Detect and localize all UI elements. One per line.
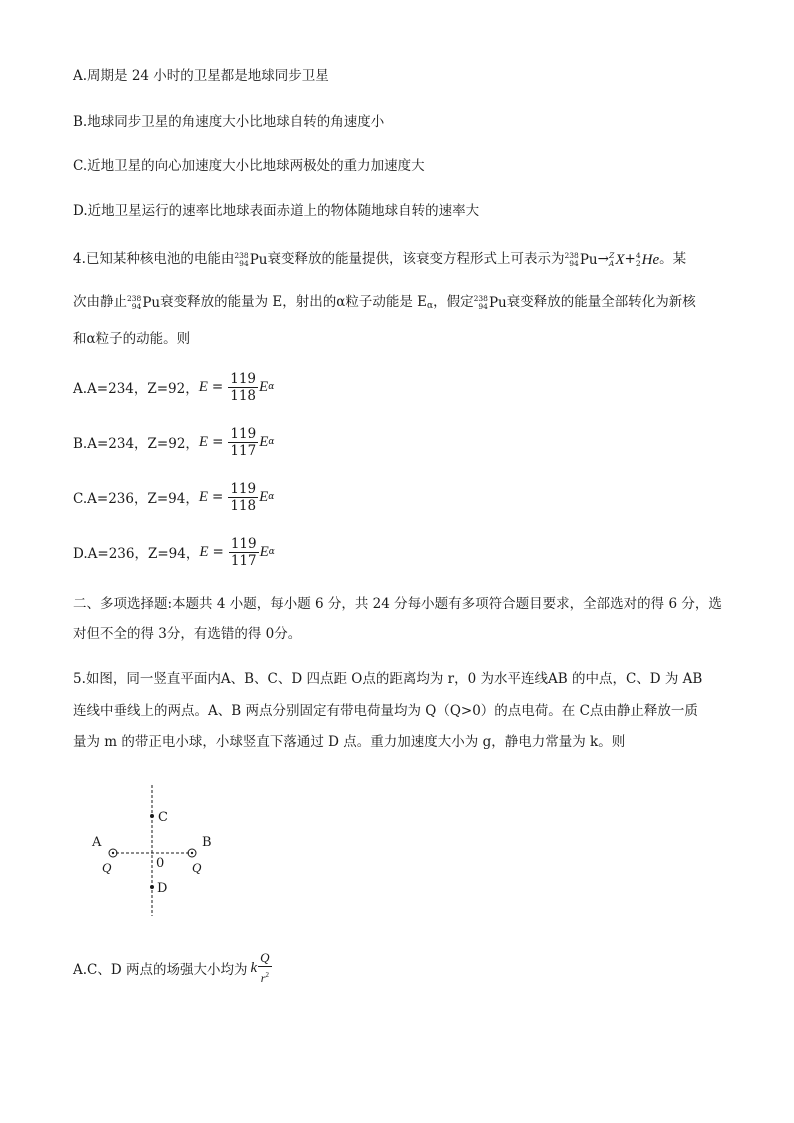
- label-o: 0: [156, 856, 165, 871]
- pu-nuclide: 238 94 Pu: [473, 293, 507, 311]
- q5-option-a: A.C、D 两点的场强大小均为 k $\frac{Q}{r^2}$: [73, 950, 270, 985]
- q4-option-d: D.A=236，Z=94， E = $\frac{119}{117}$ E α: [73, 535, 275, 569]
- label-q-a: Q: [102, 860, 112, 875]
- fraction: $\frac{119}{118}$: [230, 370, 257, 404]
- q4-stem-line-2: 次由静止 238 94 Pu 衰变释放的能量为 E，射出的α粒子动能是 Eα，假定 238 94 Pu 衰变释放的能量全部转化为新核: [73, 293, 696, 311]
- q4-option-a: A.A=234，Z=92， E = $\frac{119}{118}$ E α: [73, 370, 275, 404]
- label-a: A: [92, 835, 102, 850]
- fraction: $\frac{119}{117}$: [230, 535, 257, 569]
- fraction: $\frac{119}{117}$: [230, 425, 257, 459]
- he-nuclide: 4 2 He: [635, 250, 660, 268]
- q4-option-b: B.A=234，Z=92， E = $\frac{119}{117}$ E α: [73, 425, 275, 459]
- q4-text: 衰变释放的能量提供，该衰变方程形式上可表示为: [267, 251, 565, 267]
- point-d: [150, 885, 154, 889]
- label-q-b: Q: [192, 860, 202, 875]
- q4-stem-line-1: [73, 250, 686, 269]
- q4-option-c: C.A=236，Z=94， E = $\frac{119}{118}$ E α: [73, 480, 275, 514]
- section2-line-1: 二、多项选择题:本题共 4 小题，每小题 6 分，共 24 分每小题有多项符合题目要求，全部选对的得 6 分，选: [73, 596, 722, 612]
- q3-option-a: A.周期是 24 小时的卫星都是地球同步卫星: [73, 68, 329, 84]
- q4-stem-line-3: 和α粒子的动能。则: [73, 331, 191, 347]
- point-c: [150, 814, 154, 818]
- q4-text: 4.已知某种核电池的电能由: [73, 251, 235, 267]
- q3-option-c: C.近地卫星的向心加速度大小比地球两极处的重力加速度大: [73, 158, 425, 174]
- q5-stem-line-3: 量为 m 的带正电小球，小球竖直下落通过 D 点。重力加速度大小为 g，静电力常量为 k。则: [73, 734, 626, 750]
- plus-sign: +: [624, 251, 636, 267]
- charge-b-center: [191, 852, 193, 854]
- q3-option-b: B.地球同步卫星的角速度大小比地球自转的角速度小: [73, 114, 385, 130]
- pu-nuclide: 238 94 Pu: [127, 293, 161, 311]
- q3-option-d: D.近地卫星运行的速率比地球表面赤道上的物体随地球自转的速率大: [73, 203, 480, 219]
- x-nuclide: Z A X: [608, 250, 625, 268]
- label-c: C: [158, 810, 168, 825]
- arrow: →: [597, 251, 609, 267]
- q5-stem-line-1: 5.如图，同一竖直平面内A、B、C、D 四点距 O点的距离均为 r，0 为水平连线AB 的中点，C、D 为 AB: [73, 671, 703, 687]
- fraction: $\frac{119}{118}$: [230, 480, 257, 514]
- label-d: D: [157, 881, 168, 896]
- q4-text: 。某: [659, 251, 687, 267]
- q5-stem-line-2: 连线中垂线上的两点。A、B 两点分别固定有带电荷量均为 Q（Q>0）的点电荷。在 C点由静止释放一质: [73, 703, 698, 719]
- label-b: B: [202, 835, 212, 850]
- pu-nuclide: 238 94 Pu: [564, 250, 598, 268]
- fraction: $\frac{Q}{r^2}$: [260, 950, 270, 985]
- charge-diagram: [80, 783, 230, 918]
- section2-line-2: 对但不全的得 3分，有选错的得 0分。: [73, 626, 302, 642]
- q5-figure: [80, 783, 230, 918]
- pu-nuclide: 238 94 Pu: [234, 250, 268, 268]
- charge-a-center: [112, 852, 114, 854]
